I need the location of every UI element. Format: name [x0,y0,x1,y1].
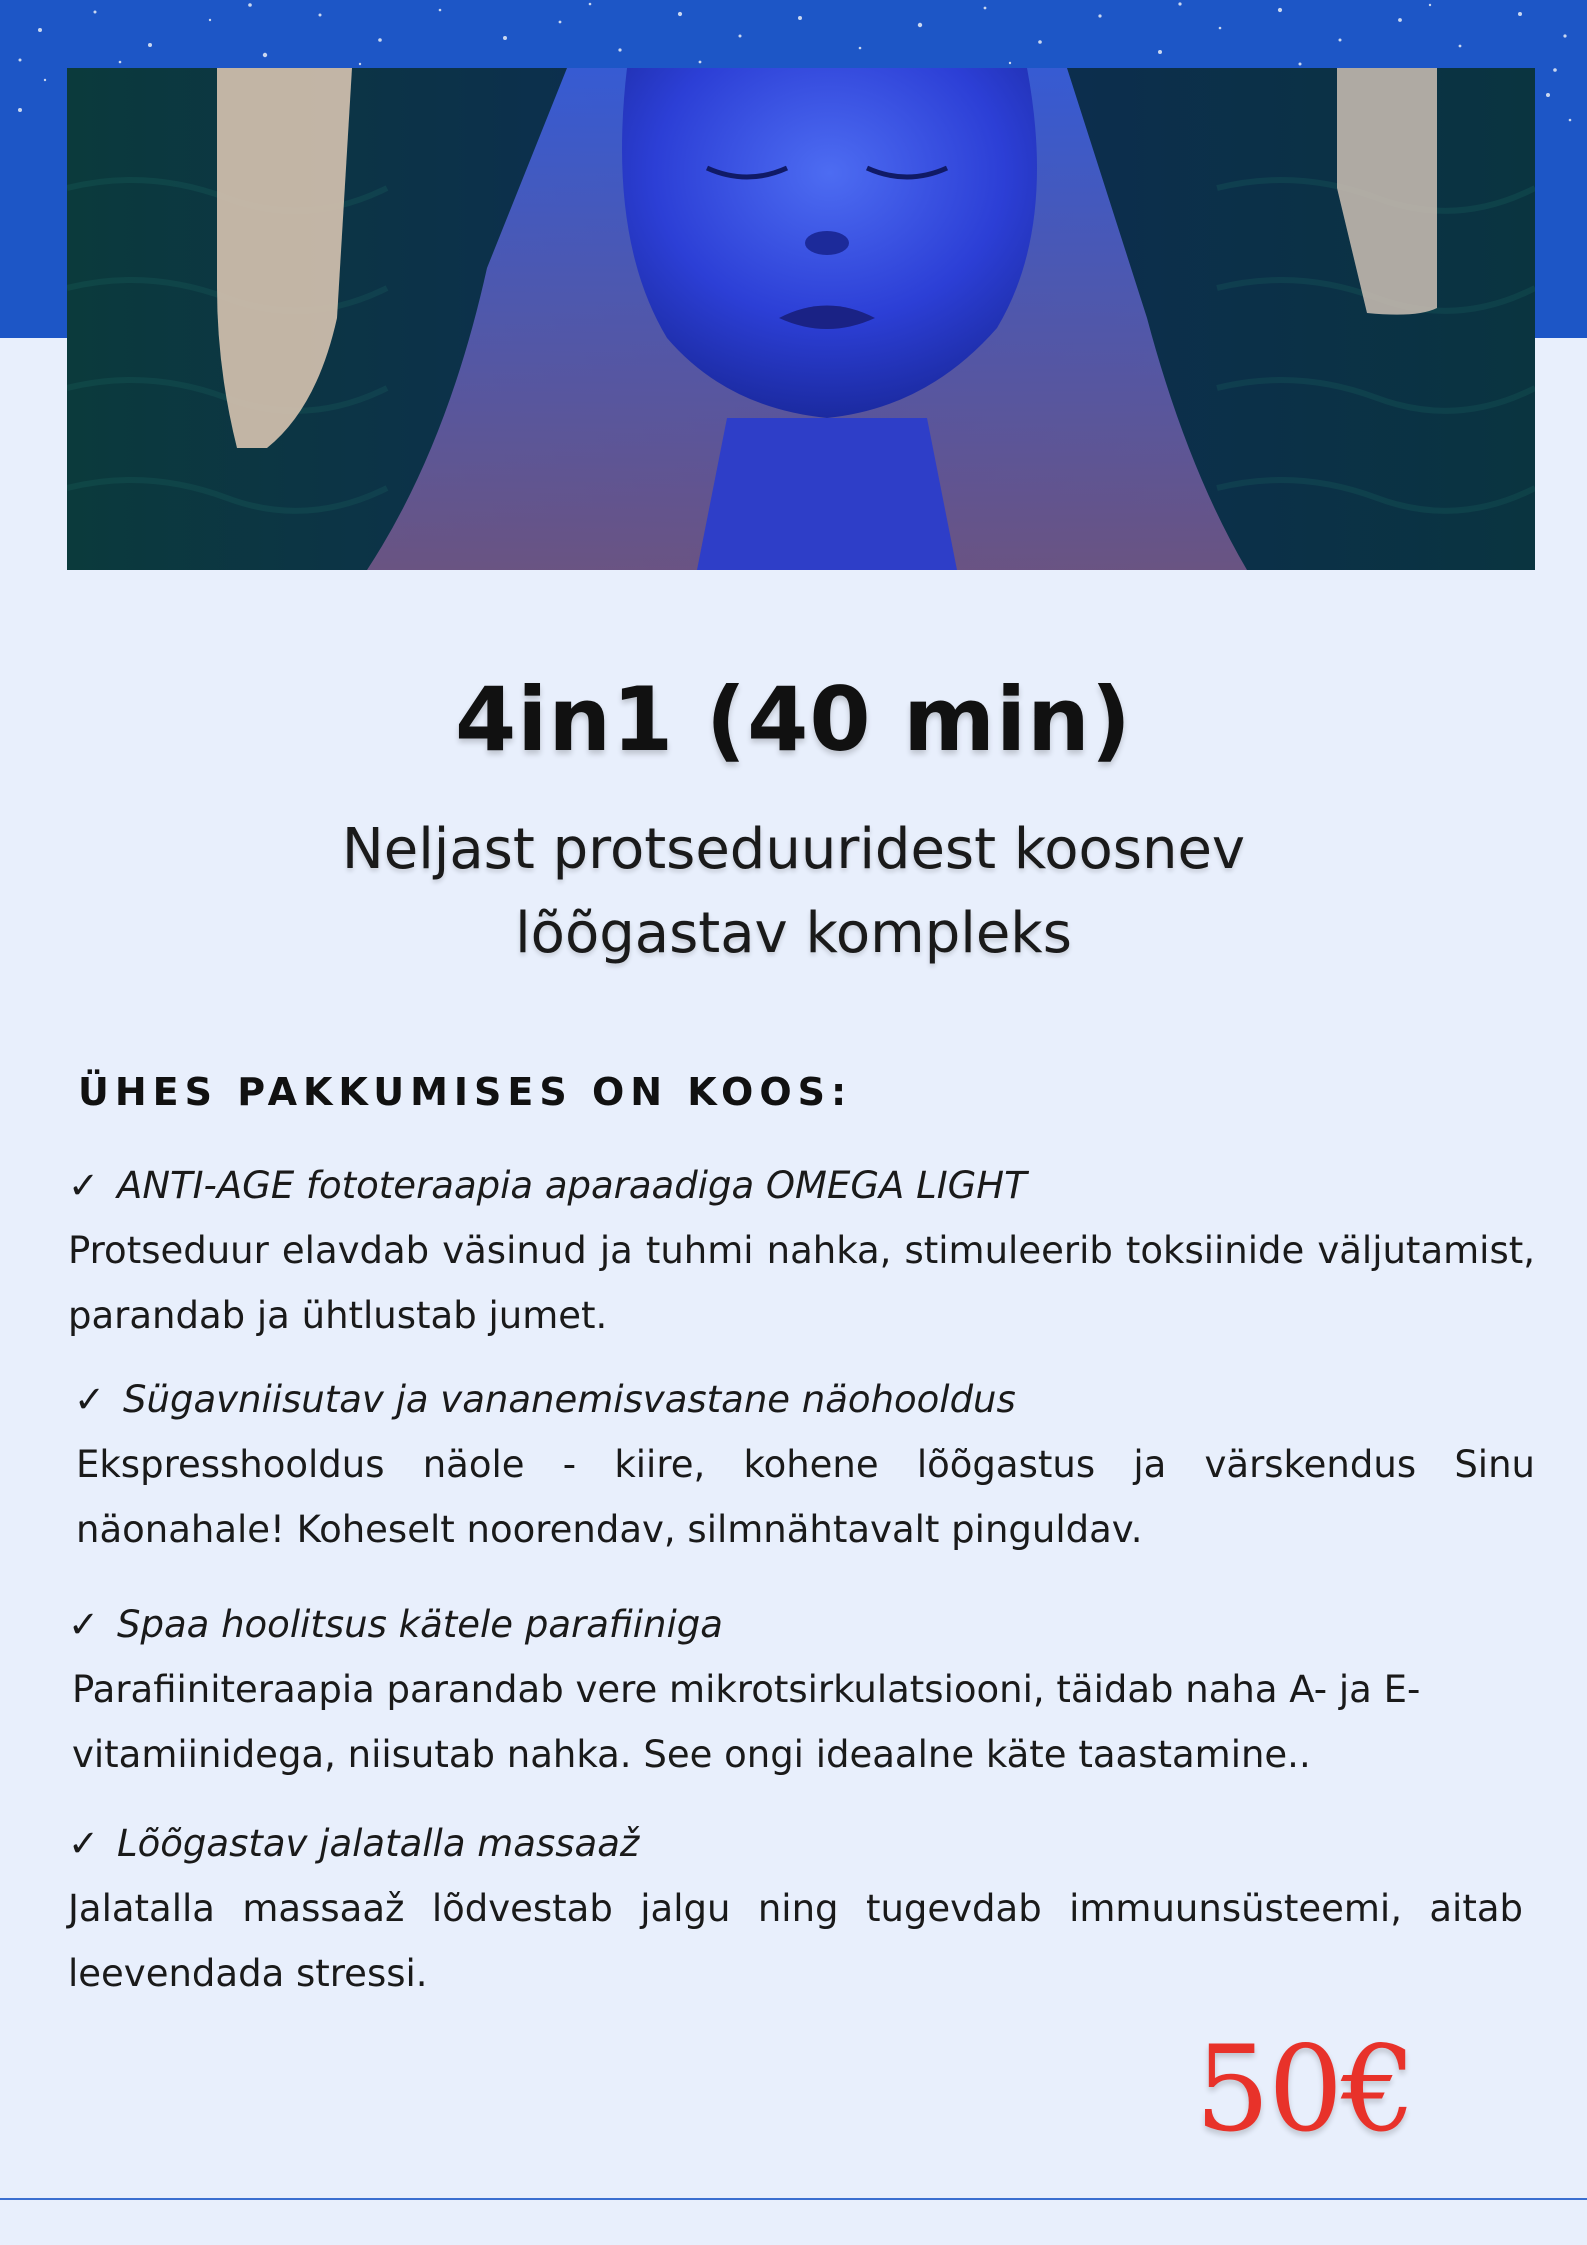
item-4-title: ✓ Lõõgastav jalatalla massaaž [68,1822,640,1865]
bottom-divider [0,2198,1587,2200]
check-icon: ✓ [68,1603,100,1646]
check-icon: ✓ [68,1822,100,1865]
item-2-title: ✓ Sügavniisutav ja vananemisvastane näohooldus [74,1378,1016,1421]
item-1-title: ✓ ANTI-AGE fototeraapia aparaadiga OMEGA LIGHT [68,1164,1027,1207]
section-heading: ÜHES PAKKUMISES ON KOOS: [78,1070,853,1114]
page-title: 4in1 (40 min) [455,668,1132,771]
check-icon: ✓ [74,1378,106,1421]
light-therapy-face-illustration [67,68,1535,570]
check-icon: ✓ [68,1164,100,1207]
item-3-body: Parafiiniteraapia parandab vere mikrotsirkulatsiooni, täidab naha A- ja E-vitamiinidega, niisutab nahka. See ongi ideaalne käte taastamine.. [72,1668,1421,1776]
item-3-title: ✓ Spaa hoolitsus kätele parafiiniga [68,1603,723,1646]
page-subtitle: Neljast protseduuridest koosnev lõõgastav kompleks [341,817,1246,966]
item-2-body: Ekspresshooldus näole - kiire, kohene lõõgastus ja värskendus Sinu näonahale! Koheselt noorendav, silmnähtavalt pinguldav. [76,1443,1535,1551]
item-1-body: Protseduur elavdab väsinud ja tuhmi nahka, stimuleerib toksiinide väljutamist, parandab ja ühtlustab jumet. [68,1229,1535,1337]
price-label: 50€ [1195,2020,1415,2158]
item-4-body: Jalatalla massaaž lõdvestab jalgu ning tugevdab immuunsüsteemi, aitab leevendada stressi. [68,1887,1523,1995]
hero-photo [67,68,1535,570]
